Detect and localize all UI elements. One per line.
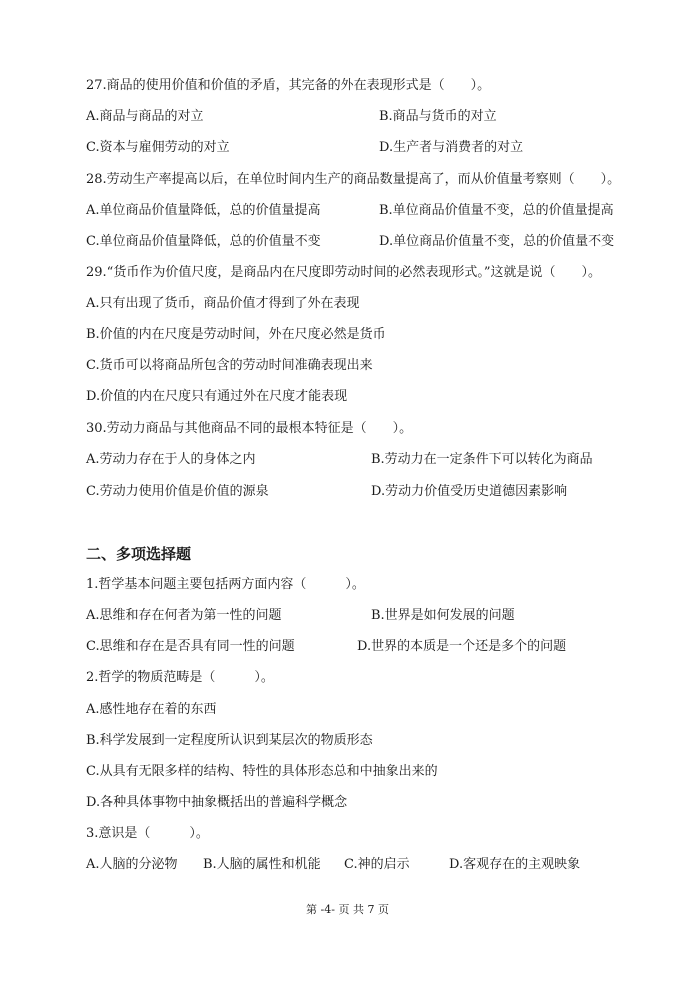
- question-28-option-a: A.单位商品价值量降低，总的价值量提高: [86, 203, 321, 218]
- question-29-option-a: A.只有出现了货币，商品价值才得到了外在表现: [86, 296, 360, 311]
- multi-question-3-option-a: A.人脑的分泌物: [86, 857, 178, 872]
- multi-question-1-option-a: A.思维和存在何者为第一性的问题: [86, 608, 282, 623]
- multi-question-1-stem: 1.哲学基本问题主要包括两方面内容（ ）。: [86, 577, 365, 592]
- multi-question-3-stem: 3.意识是（ ）。: [86, 826, 209, 841]
- question-27-stem: 27.商品的使用价值和价值的矛盾，其完备的外在表现形式是（ ）。: [86, 78, 491, 93]
- multi-question-2-option-b: B.科学发展到一定程度所认识到某层次的物质形态: [86, 733, 373, 748]
- page-footer: 第 -4- 页 共 7 页: [306, 903, 389, 916]
- multi-question-1-option-b: B.世界是如何发展的问题: [371, 608, 515, 623]
- multi-question-1-option-c: C.思维和存在是否具有同一性的问题: [86, 639, 295, 654]
- question-29-option-d: D.价值的内在尺度只有通过外在尺度才能表现: [86, 389, 348, 404]
- multi-question-3-option-b: B.人脑的属性和机能: [203, 857, 321, 872]
- multi-question-1-option-d: D.世界的本质是一个还是多个的问题: [357, 639, 567, 654]
- question-27-option-c: C.资本与雇佣劳动的对立: [86, 140, 230, 155]
- question-30-option-b: B.劳动力在一定条件下可以转化为商品: [371, 452, 593, 467]
- question-28-stem: 28.劳动生产率提高以后，在单位时间内生产的商品数量提高了，而从价值量考察则（ ）。: [86, 172, 621, 187]
- multi-question-2-option-a: A.感性地存在着的东西: [86, 702, 217, 717]
- question-30-option-a: A.劳动力存在于人的身体之内: [86, 452, 256, 467]
- multi-question-3-option-d: D.客观存在的主观映象: [449, 857, 581, 872]
- multi-question-3-option-c: C.神的启示: [344, 857, 410, 872]
- multi-question-2-option-d: D.各种具体事物中抽象概括出的普遍科学概念: [86, 795, 348, 810]
- section-title-multiple-choice: 二、多项选择题: [86, 545, 192, 563]
- question-28-option-c: C.单位商品价值量降低，总的价值量不变: [86, 234, 321, 249]
- multi-question-2-stem: 2.哲学的物质范畴是（ ）。: [86, 670, 274, 685]
- question-30-option-d: D.劳动力价值受历史道德因素影响: [371, 484, 568, 499]
- question-29-option-b: B.价值的内在尺度是劳动时间，外在尺度必然是货币: [86, 327, 386, 342]
- question-29-option-c: C.货币可以将商品所包含的劳动时间准确表现出来: [86, 358, 373, 373]
- multi-question-2-option-c: C.从具有无限多样的结构、特性的具体形态总和中抽象出来的: [86, 764, 438, 779]
- question-27-option-d: D.生产者与消费者的对立: [379, 140, 524, 155]
- question-30-option-c: C.劳动力使用价值是价值的源泉: [86, 484, 269, 499]
- question-28-option-b: B.单位商品价值量不变，总的价值量提高: [379, 203, 614, 218]
- question-27-option-b: B.商品与货币的对立: [379, 109, 497, 124]
- question-27-option-a: A.商品与商品的对立: [86, 109, 204, 124]
- question-28-option-d: D.单位商品价值量不变，总的价值量不变: [379, 234, 615, 249]
- question-30-stem: 30.劳动力商品与其他商品不同的最根本特征是（ ）。: [86, 421, 413, 436]
- question-29-stem: 29.“货币作为价值尺度，是商品内在尺度即劳动时间的必然表现形式。”这就是说（ ）。: [86, 265, 601, 280]
